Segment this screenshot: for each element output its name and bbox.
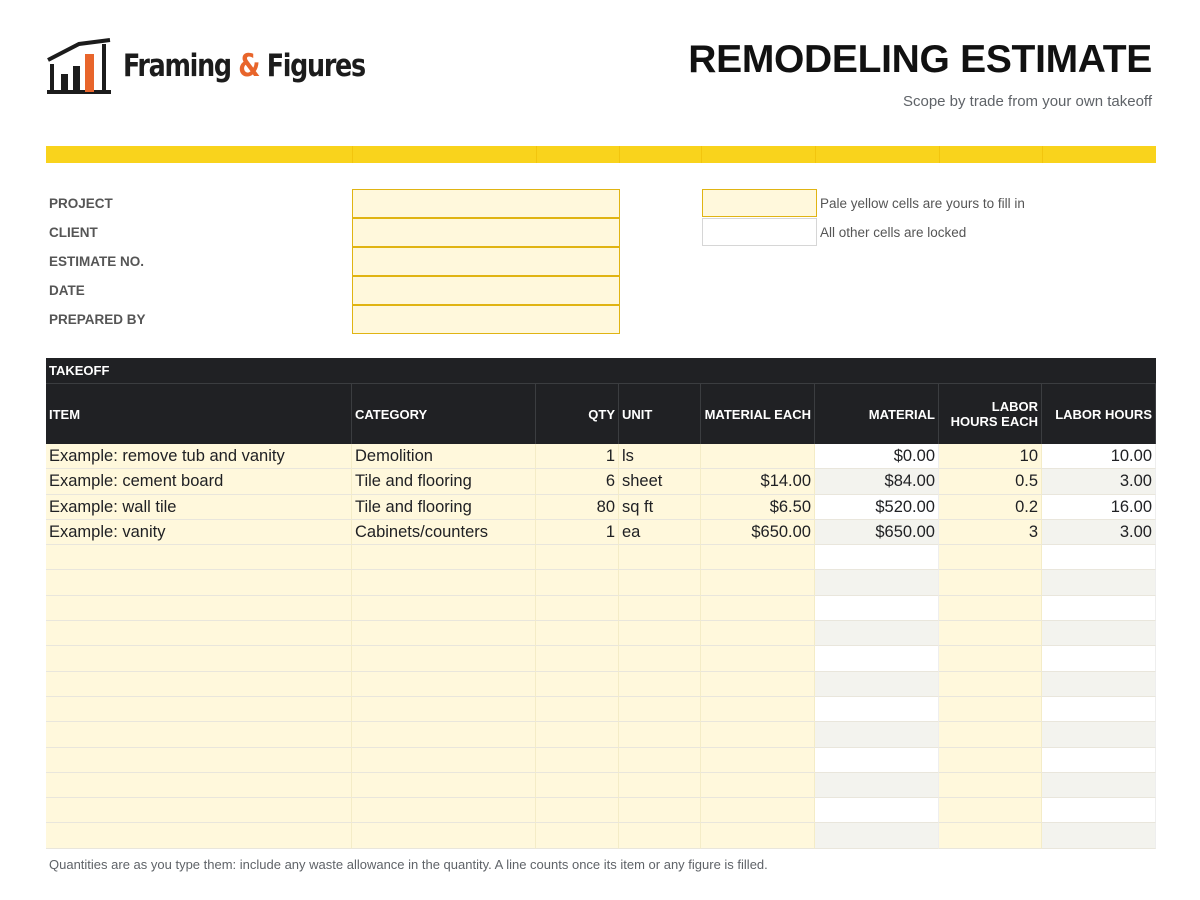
item-cell[interactable] xyxy=(46,748,352,773)
material-total-cell xyxy=(815,646,939,671)
category-cell[interactable] xyxy=(352,646,536,671)
qty-cell[interactable] xyxy=(536,570,619,595)
page-subtitle: Scope by trade from your own takeoff xyxy=(902,93,1152,110)
category-cell[interactable] xyxy=(352,823,536,848)
table-row xyxy=(46,748,1156,773)
material-each-cell[interactable] xyxy=(701,748,815,773)
unit-cell[interactable] xyxy=(619,545,701,570)
takeoff-section-title: TAKEOFF xyxy=(46,358,1156,384)
labor-hours-each-cell[interactable] xyxy=(939,596,1042,621)
table-body xyxy=(46,444,1156,849)
table-row xyxy=(46,469,1156,494)
category-cell[interactable] xyxy=(352,773,536,798)
takeoff-table xyxy=(46,358,1156,849)
category-cell[interactable] xyxy=(352,621,536,646)
material-each-cell[interactable] xyxy=(701,444,815,469)
legend-locked-swatch xyxy=(702,218,817,246)
prepared-by-input[interactable] xyxy=(352,305,620,334)
material-each-cell[interactable]: $650.00 xyxy=(701,520,815,545)
prepared-by-label: PREPARED BY xyxy=(49,312,146,327)
item-cell[interactable] xyxy=(46,722,352,747)
estimate-no-input[interactable] xyxy=(352,247,620,276)
labor-hours-each-cell[interactable] xyxy=(939,823,1042,848)
table-row xyxy=(46,495,1156,520)
unit-cell[interactable] xyxy=(619,672,701,697)
qty-cell[interactable] xyxy=(536,672,619,697)
category-cell[interactable] xyxy=(352,697,536,722)
unit-cell[interactable] xyxy=(619,823,701,848)
labor-hours-total-cell: 3.00 xyxy=(1042,469,1156,494)
qty-cell[interactable] xyxy=(536,621,619,646)
brand-ampersand: & xyxy=(238,48,260,84)
labor-hours-total-cell xyxy=(1042,798,1156,823)
unit-cell[interactable]: sq ft xyxy=(619,495,701,520)
material-each-cell[interactable] xyxy=(701,596,815,621)
header-material: MATERIAL xyxy=(815,384,939,444)
item-cell[interactable] xyxy=(46,697,352,722)
unit-cell[interactable]: ea xyxy=(619,520,701,545)
legend-editable-text: Pale yellow cells are yours to fill in xyxy=(820,196,1025,211)
header-unit: UNIT xyxy=(619,384,701,444)
material-total-cell xyxy=(815,672,939,697)
material-each-cell[interactable]: $14.00 xyxy=(701,469,815,494)
item-cell[interactable] xyxy=(46,545,352,570)
unit-cell[interactable] xyxy=(619,596,701,621)
item-cell[interactable] xyxy=(46,570,352,595)
project-input[interactable] xyxy=(352,189,620,218)
labor-hours-each-cell[interactable] xyxy=(939,672,1042,697)
material-total-cell: $520.00 xyxy=(815,495,939,520)
bar-chart-logo-icon xyxy=(46,38,112,94)
category-cell[interactable] xyxy=(352,722,536,747)
material-each-cell[interactable] xyxy=(701,773,815,798)
table-row xyxy=(46,697,1156,722)
material-each-cell[interactable] xyxy=(701,823,815,848)
labor-hours-total-cell xyxy=(1042,570,1156,595)
accent-stripe xyxy=(46,146,1156,163)
labor-hours-each-cell[interactable] xyxy=(939,646,1042,671)
labor-hours-each-cell[interactable]: 0.5 xyxy=(939,469,1042,494)
date-input[interactable] xyxy=(352,276,620,305)
category-cell[interactable] xyxy=(352,545,536,570)
labor-hours-total-cell: 10.00 xyxy=(1042,444,1156,469)
labor-hours-total-cell xyxy=(1042,545,1156,570)
page-title: REMODELING ESTIMATE xyxy=(688,38,1152,81)
project-label: PROJECT xyxy=(49,196,113,211)
unit-cell[interactable]: sheet xyxy=(619,469,701,494)
item-cell[interactable] xyxy=(46,823,352,848)
unit-cell[interactable] xyxy=(619,748,701,773)
labor-hours-total-cell xyxy=(1042,823,1156,848)
item-cell[interactable] xyxy=(46,596,352,621)
table-row xyxy=(46,722,1156,747)
material-each-cell[interactable] xyxy=(701,570,815,595)
material-each-cell[interactable]: $6.50 xyxy=(701,495,815,520)
labor-hours-total-cell xyxy=(1042,621,1156,646)
header-category: CATEGORY xyxy=(352,384,536,444)
table-row xyxy=(46,798,1156,823)
labor-hours-each-cell[interactable] xyxy=(939,697,1042,722)
qty-cell[interactable]: 1 xyxy=(536,520,619,545)
table-row xyxy=(46,823,1156,848)
table-row xyxy=(46,621,1156,646)
material-total-cell xyxy=(815,570,939,595)
unit-cell[interactable] xyxy=(619,798,701,823)
estimate-no-label: ESTIMATE NO. xyxy=(49,254,145,269)
header-material-each: MATERIAL EACH xyxy=(701,384,815,444)
category-cell[interactable] xyxy=(352,748,536,773)
legend-locked-text: All other cells are locked xyxy=(820,225,967,240)
brand-logo xyxy=(46,38,366,96)
material-each-cell[interactable] xyxy=(701,621,815,646)
labor-hours-total-cell xyxy=(1042,596,1156,621)
labor-hours-each-cell[interactable] xyxy=(939,773,1042,798)
item-cell[interactable]: Example: vanity xyxy=(46,520,352,545)
material-total-cell xyxy=(815,621,939,646)
table-row xyxy=(46,545,1156,570)
material-each-cell[interactable] xyxy=(701,722,815,747)
labor-hours-total-cell: 16.00 xyxy=(1042,495,1156,520)
footnote: Quantities are as you type them: include any waste allowance in the quantity. A line counts once its item or any figure is filled. xyxy=(49,857,768,872)
material-each-cell[interactable] xyxy=(701,798,815,823)
qty-cell[interactable]: 1 xyxy=(536,444,619,469)
table-row xyxy=(46,570,1156,595)
date-label: DATE xyxy=(49,283,85,298)
table-row xyxy=(46,520,1156,545)
labor-hours-total-cell xyxy=(1042,748,1156,773)
qty-cell[interactable] xyxy=(536,773,619,798)
table-header-row xyxy=(46,384,1156,444)
material-each-cell[interactable] xyxy=(701,646,815,671)
legend-editable-swatch xyxy=(702,189,817,217)
unit-cell[interactable] xyxy=(619,646,701,671)
qty-cell[interactable] xyxy=(536,722,619,747)
labor-hours-each-cell[interactable]: 0.2 xyxy=(939,495,1042,520)
material-total-cell xyxy=(815,748,939,773)
brand-name: Framing & Figures xyxy=(123,48,365,84)
labor-hours-each-cell[interactable]: 3 xyxy=(939,520,1042,545)
item-cell[interactable] xyxy=(46,646,352,671)
unit-cell[interactable] xyxy=(619,621,701,646)
table-row xyxy=(46,773,1156,798)
material-total-cell: $650.00 xyxy=(815,520,939,545)
unit-cell[interactable] xyxy=(619,722,701,747)
labor-hours-each-cell[interactable]: 10 xyxy=(939,444,1042,469)
material-total-cell: $0.00 xyxy=(815,444,939,469)
unit-cell[interactable] xyxy=(619,570,701,595)
labor-hours-total-cell xyxy=(1042,697,1156,722)
labor-hours-total-cell xyxy=(1042,722,1156,747)
qty-cell[interactable] xyxy=(536,545,619,570)
unit-cell[interactable]: ls xyxy=(619,444,701,469)
item-cell[interactable] xyxy=(46,621,352,646)
header-labor-hours-each: LABOR HOURS EACH xyxy=(939,384,1042,444)
item-cell[interactable]: Example: remove tub and vanity xyxy=(46,444,352,469)
item-cell[interactable] xyxy=(46,798,352,823)
client-input[interactable] xyxy=(352,218,620,247)
qty-cell[interactable] xyxy=(536,697,619,722)
category-cell[interactable] xyxy=(352,798,536,823)
material-total-cell xyxy=(815,697,939,722)
qty-cell[interactable] xyxy=(536,823,619,848)
labor-hours-total-cell: 3.00 xyxy=(1042,520,1156,545)
material-each-cell[interactable] xyxy=(701,545,815,570)
table-row xyxy=(46,646,1156,671)
labor-hours-each-cell[interactable] xyxy=(939,798,1042,823)
category-cell[interactable]: Tile and flooring xyxy=(352,495,536,520)
header-labor-hours: LABOR HOURS xyxy=(1042,384,1156,444)
labor-hours-each-cell[interactable] xyxy=(939,748,1042,773)
header-item: ITEM xyxy=(46,384,352,444)
unit-cell[interactable] xyxy=(619,773,701,798)
category-cell[interactable] xyxy=(352,672,536,697)
material-total-cell xyxy=(815,773,939,798)
qty-cell[interactable] xyxy=(536,748,619,773)
material-total-cell xyxy=(815,596,939,621)
labor-hours-each-cell[interactable] xyxy=(939,570,1042,595)
category-cell[interactable]: Cabinets/counters xyxy=(352,520,536,545)
labor-hours-each-cell[interactable] xyxy=(939,545,1042,570)
unit-cell[interactable] xyxy=(619,697,701,722)
material-total-cell xyxy=(815,722,939,747)
category-cell[interactable]: Tile and flooring xyxy=(352,469,536,494)
material-each-cell[interactable] xyxy=(701,672,815,697)
header-qty: QTY xyxy=(536,384,619,444)
qty-cell[interactable] xyxy=(536,596,619,621)
qty-cell[interactable] xyxy=(536,646,619,671)
item-cell[interactable]: Example: wall tile xyxy=(46,495,352,520)
item-cell[interactable]: Example: cement board xyxy=(46,469,352,494)
material-total-cell: $84.00 xyxy=(815,469,939,494)
labor-hours-each-cell[interactable] xyxy=(939,722,1042,747)
table-row xyxy=(46,672,1156,697)
table-row xyxy=(46,444,1156,469)
material-each-cell[interactable] xyxy=(701,697,815,722)
client-label: CLIENT xyxy=(49,225,98,240)
labor-hours-each-cell[interactable] xyxy=(939,621,1042,646)
qty-cell[interactable] xyxy=(536,798,619,823)
item-cell[interactable] xyxy=(46,672,352,697)
qty-cell[interactable]: 6 xyxy=(536,469,619,494)
qty-cell[interactable]: 80 xyxy=(536,495,619,520)
material-total-cell xyxy=(815,823,939,848)
category-cell[interactable] xyxy=(352,596,536,621)
category-cell[interactable] xyxy=(352,570,536,595)
labor-hours-total-cell xyxy=(1042,672,1156,697)
item-cell[interactable] xyxy=(46,773,352,798)
material-total-cell xyxy=(815,545,939,570)
table-row xyxy=(46,596,1156,621)
labor-hours-total-cell xyxy=(1042,773,1156,798)
category-cell[interactable]: Demolition xyxy=(352,444,536,469)
material-total-cell xyxy=(815,798,939,823)
labor-hours-total-cell xyxy=(1042,646,1156,671)
